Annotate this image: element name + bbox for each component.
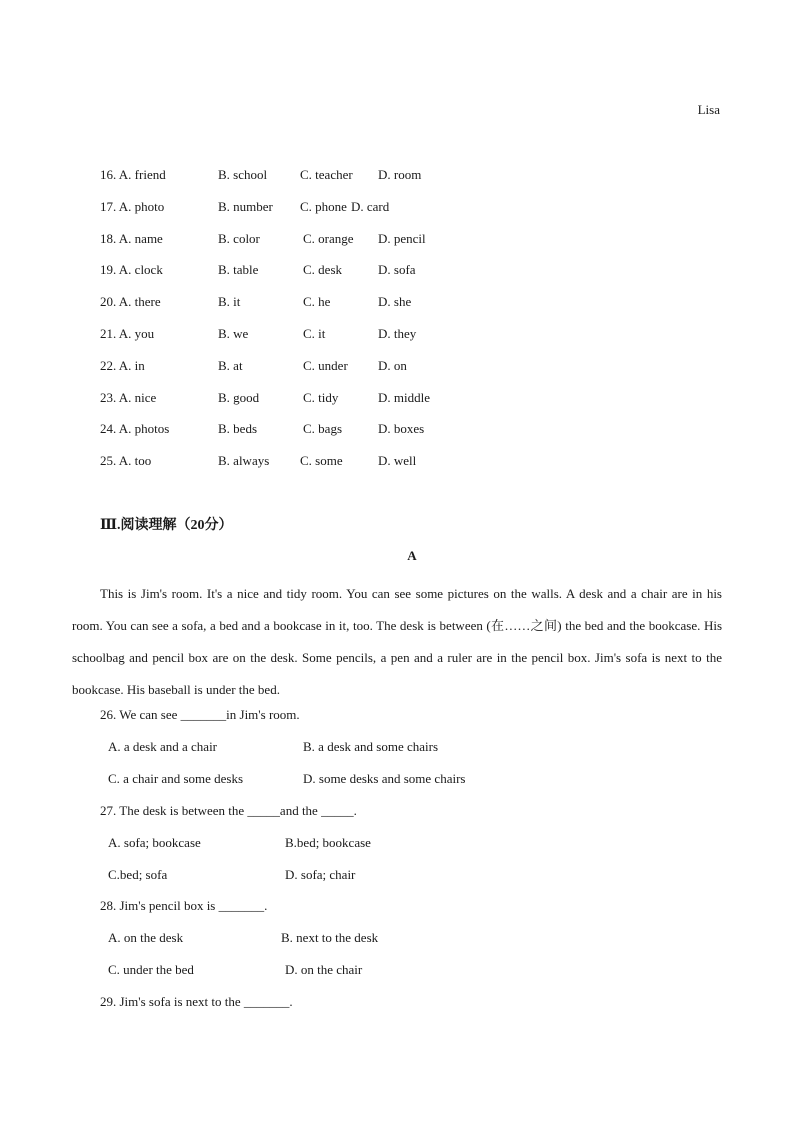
choice-a: 16. A. friend xyxy=(100,167,166,182)
choice-a: 22. A. in xyxy=(100,357,145,373)
question-26-stem: 26. We can see _______in Jim's room. xyxy=(100,707,300,722)
question-28-stem: 28. Jim's pencil box is _______. xyxy=(100,898,268,913)
choice-d: D. well xyxy=(378,453,417,469)
choice-a: 21. A. you xyxy=(100,325,155,341)
choice-c: C. tidy xyxy=(303,389,339,405)
choice-a: 25. A. too xyxy=(100,453,152,469)
choice-d: D. they xyxy=(378,325,417,341)
question-27-stem: 27. The desk is between the _____and the _____. xyxy=(100,803,357,818)
choice-c: C. orange xyxy=(303,230,354,246)
choice-a: 18. A. name xyxy=(100,230,163,246)
question-26-option-a: A. a desk and a chair xyxy=(108,739,218,754)
question-27-option-b: B.bed; bookcase xyxy=(285,835,371,850)
section-title: Ⅲ.阅读理解（20分） xyxy=(100,518,233,533)
choice-b: B. it xyxy=(218,294,241,310)
choice-a: 23. A. nice xyxy=(100,389,157,405)
question-26-option-c: C. a chair and some desks xyxy=(108,771,244,786)
choice-d: D. card xyxy=(351,198,390,214)
choice-b: B. school xyxy=(218,167,268,182)
choice-b: B. beds xyxy=(218,421,257,437)
question-27-option-d: D. sofa; chair xyxy=(285,867,356,882)
choice-a: 24. A. photos xyxy=(100,421,170,437)
question-28-option-a: A. on the desk xyxy=(108,930,184,945)
choice-d: D. room xyxy=(378,167,422,182)
question-27-option-a: A. sofa; bookcase xyxy=(108,835,201,850)
choice-b: B. color xyxy=(218,230,260,246)
choice-b: B. number xyxy=(218,198,273,214)
choice-c: C. under xyxy=(303,357,348,373)
choice-b: B. good xyxy=(218,389,260,405)
question-26-option-b: B. a desk and some chairs xyxy=(303,739,439,754)
choice-c: C. teacher xyxy=(300,167,353,182)
choice-b: B. at xyxy=(218,357,243,373)
choice-c: C. desk xyxy=(303,262,342,278)
choice-b: B. table xyxy=(218,262,259,278)
question-29-stem: 29. Jim's sofa is next to the _______. xyxy=(100,994,293,1009)
choice-c: C. some xyxy=(300,453,343,469)
choice-a: 19. A. clock xyxy=(100,262,163,278)
reading-passage: This is Jim's room. It's a nice and tidy room. You can see some pictures on the walls. A desk and a chair are in his room. You can see a sofa, a bed and a bookcase in it, too. The desk is between (在……之间) the bed and the bookcase. His schoolbag and pencil box are on the desk. Some pencils, a pen and a ruler are in the pencil box. Jim's sofa is next to the bookcase. His baseball is under the bed. xyxy=(72,586,722,697)
choice-d: D. sofa xyxy=(378,262,416,278)
choice-b: B. always xyxy=(218,453,270,469)
question-28-option-b: B. next to the desk xyxy=(281,930,379,945)
header-name: Lisa xyxy=(697,102,720,117)
choice-c: C. it xyxy=(303,325,326,341)
question-26-option-d: D. some desks and some chairs xyxy=(303,771,466,786)
choice-c: C. he xyxy=(303,294,331,310)
question-28-option-c: C. under the bed xyxy=(108,962,194,977)
choice-a: 20. A. there xyxy=(100,294,161,310)
choice-d: D. on xyxy=(378,357,407,373)
choice-d: D. boxes xyxy=(378,421,425,437)
passage-label: A xyxy=(407,548,417,563)
choice-d: D. pencil xyxy=(378,230,426,246)
choice-a: 17. A. photo xyxy=(100,198,165,214)
question-27-option-c: C.bed; sofa xyxy=(108,867,168,882)
choice-c: C. phone xyxy=(300,198,347,214)
choice-d: D. middle xyxy=(378,389,430,405)
choice-b: B. we xyxy=(218,325,249,341)
choice-d: D. she xyxy=(378,294,412,310)
choice-c: C. bags xyxy=(303,421,342,437)
question-28-option-d: D. on the chair xyxy=(285,962,363,977)
